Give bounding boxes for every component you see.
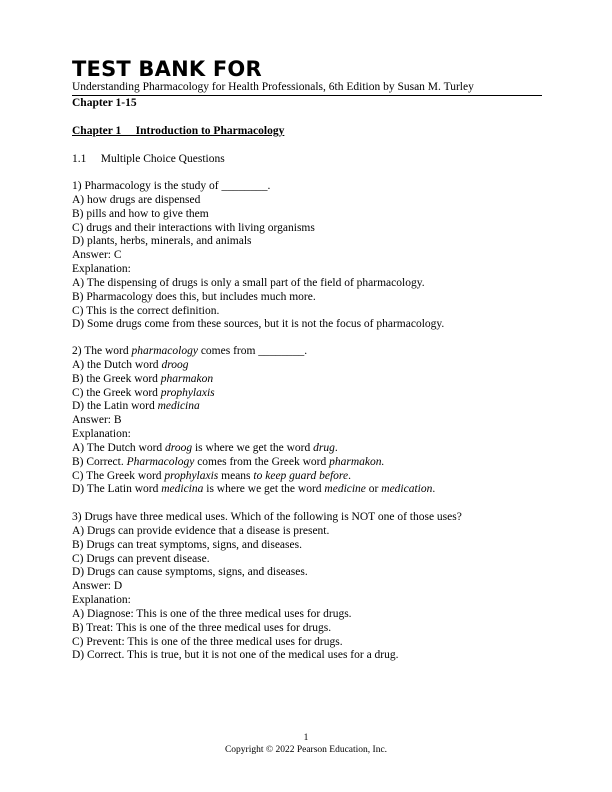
explanation-c: C) This is the correct definition. (72, 304, 220, 317)
explanation-c: C) The Greek word prophylaxis means to keep guard before. (72, 469, 351, 482)
option-d: D) the Latin word medicina (72, 400, 200, 413)
answer-line: Answer: B (72, 414, 122, 427)
copyright-notice: Copyright © 2022 Pearson Education, Inc. (224, 745, 388, 755)
option-a: A) the Dutch word droog (72, 358, 189, 371)
option-c: C) Drugs can prevent disease. (72, 552, 210, 565)
explanation-d: D) The Latin word medicina is where we get the word medicine or medication. (72, 483, 436, 496)
question-1 (72, 180, 542, 332)
option-c: C) the Greek word prophylaxis (72, 386, 215, 399)
question-3 (72, 511, 542, 663)
test-bank-banner: TEST BANK FOR (72, 57, 262, 81)
explanation-d: D) Some drugs come from these sources, but it is not the focus of pharmacology. (72, 318, 445, 331)
option-d: D) Drugs can cause symptoms, signs, and diseases. (72, 566, 308, 579)
option-d: D) plants, herbs, minerals, and animals (72, 235, 252, 248)
question-stem: 1) Pharmacology is the study of ________. (72, 180, 271, 192)
option-b: B) pills and how to give them (72, 207, 209, 220)
explanation-b: B) Treat: This is one of the three medical uses for drugs. (72, 621, 332, 634)
explanation-b: B) Pharmacology does this, but includes much more. (72, 290, 316, 303)
explanation-label: Explanation: (72, 428, 131, 441)
option-c: C) drugs and their interactions with living organisms (72, 221, 315, 234)
explanation-a: A) Diagnose: This is one of the three medical uses for drugs. (72, 607, 352, 620)
answer-line: Answer: C (72, 249, 122, 262)
chapter-heading: Chapter 1 Introduction to Pharmacology (72, 125, 285, 137)
explanation-a: A) The Dutch word droog is where we get the word drug. (72, 441, 338, 454)
option-b: B) the Greek word pharmakon (72, 372, 214, 385)
question-stem: 2) The word pharmacology comes from ________. (72, 345, 308, 357)
explanation-label: Explanation: (72, 263, 131, 276)
explanation-b: B) Correct. Pharmacology comes from the Greek word pharmakon. (72, 455, 385, 468)
option-a: A) how drugs are dispensed (72, 193, 201, 206)
answer-line: Answer: D (72, 580, 123, 593)
explanation-c: C) Prevent: This is one of the three medical uses for drugs. (72, 635, 343, 648)
question-2 (72, 345, 542, 497)
explanation-d: D) Correct. This is true, but it is not one of the medical uses for a drug. (72, 649, 399, 662)
option-a: A) Drugs can provide evidence that a disease is present. (72, 524, 330, 537)
section-heading: 1.1 Multiple Choice Questions (72, 153, 225, 165)
explanation-label: Explanation: (72, 594, 131, 607)
explanation-a: A) The dispensing of drugs is only a small part of the field of pharmacology. (72, 276, 425, 289)
book-subtitle: Understanding Pharmacology for Health Professionals, 6th Edition by Susan M. Turley (72, 81, 542, 96)
page-number: 1 (303, 733, 309, 743)
chapter-range: Chapter 1-15 (72, 97, 137, 109)
question-stem: 3) Drugs have three medical uses. Which of the following is NOT one of those uses? (72, 511, 462, 523)
option-b: B) Drugs can treat symptoms, signs, and diseases. (72, 538, 302, 551)
